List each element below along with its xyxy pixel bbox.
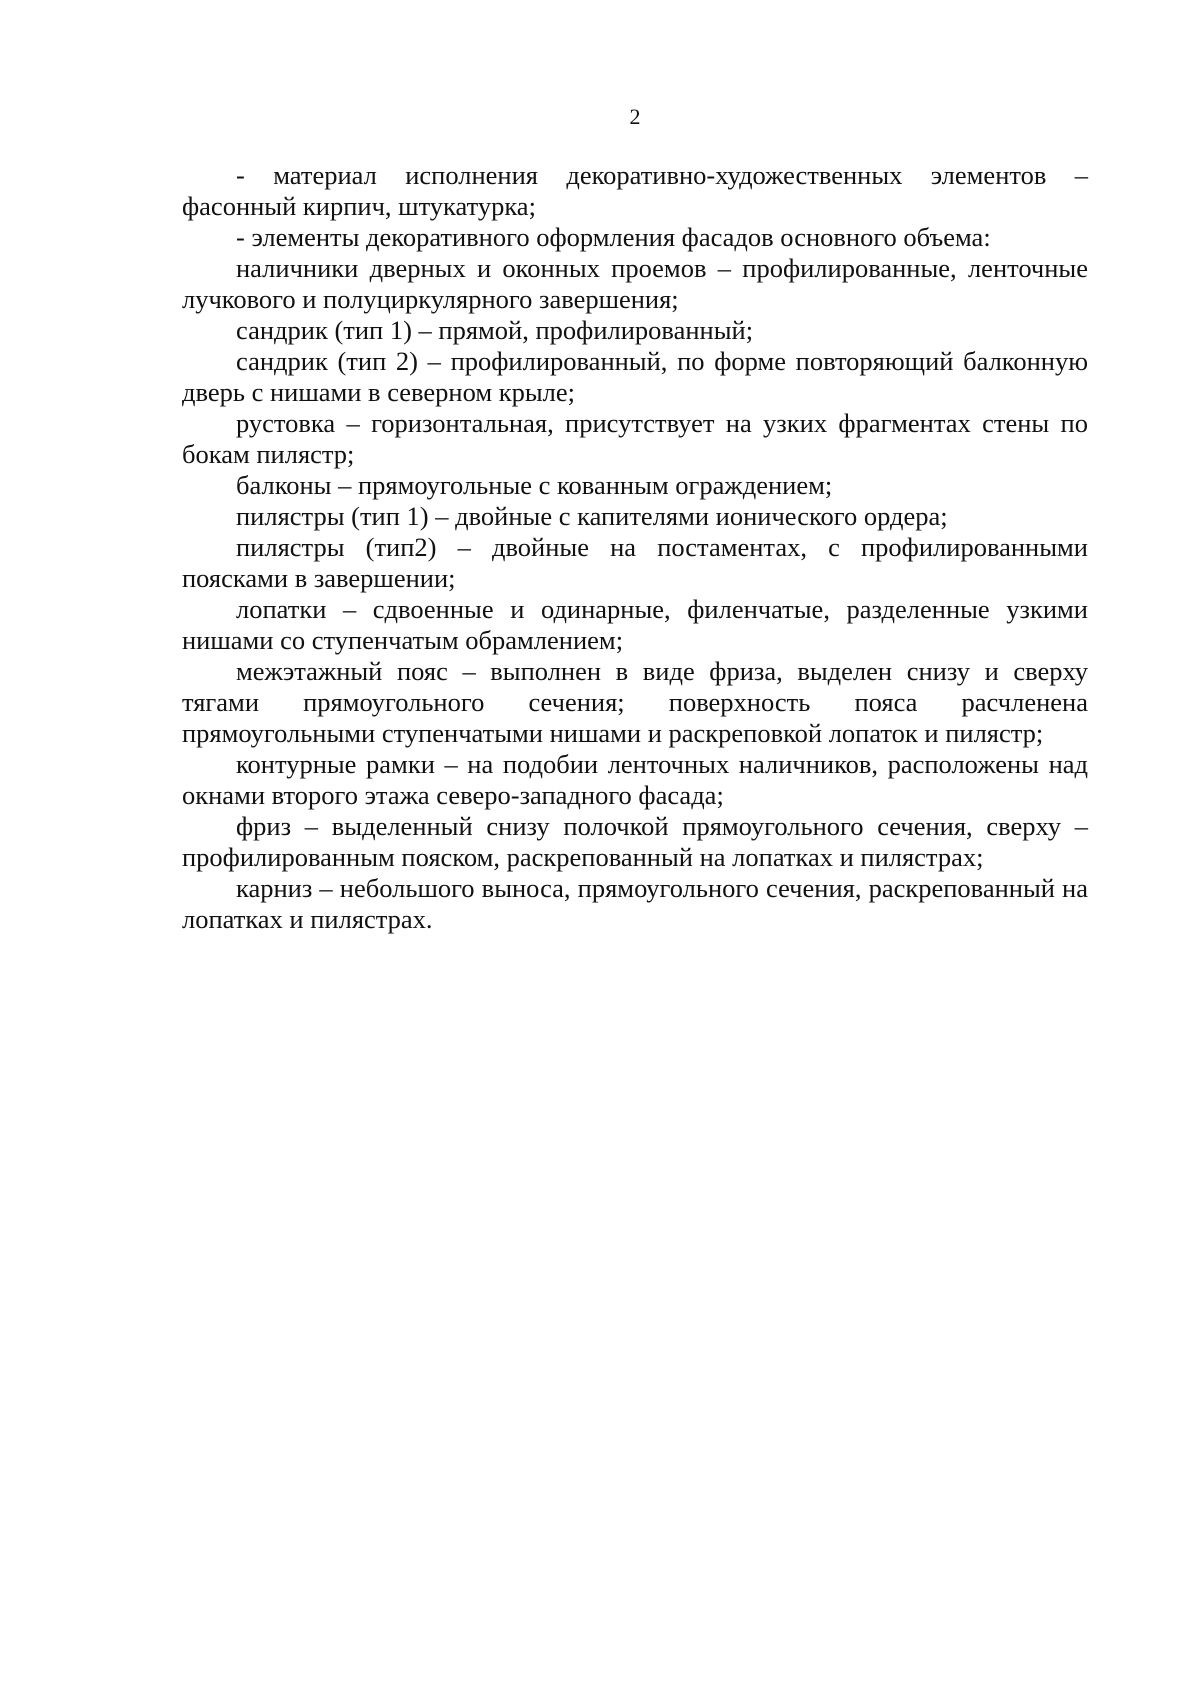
paragraph-friz: фриз – выделенный снизу полочкой прямоугольного сечения, сверху – профилированным пояском, раскрепованный на лопатках и пилястрах; bbox=[182, 811, 1088, 872]
paragraph-sandrik-type2: сандрик (тип 2) – профилированный, по форме повторяющий балконную дверь с нишами в северном крыле; bbox=[182, 346, 1088, 407]
paragraph-balkony: балконы – прямоугольные с кованным ограждением; bbox=[236, 470, 833, 500]
paragraph-pilastry-type2: пилястры (тип2) – двойные на постаментах, с профилированными поясками в завершении; bbox=[182, 532, 1088, 593]
paragraph-lopatki: лопатки – сдвоенные и одинарные, филенчатые, разделенные узкими нишами со ступенчатым обрамлением; bbox=[182, 594, 1088, 655]
paragraph-rustovka: рустовка – горизонтальная, присутствует на узких фрагментах стены по бокам пилястр; bbox=[182, 408, 1088, 469]
paragraph-decor-elements: - элементы декоративного оформления фасадов основного объема: bbox=[236, 222, 991, 252]
document-body bbox=[182, 160, 1088, 935]
paragraph-karniz: карниз – небольшого выноса, прямоугольного сечения, раскрепованный на лопатках и пилястрах. bbox=[182, 873, 1088, 934]
page-number: 2 bbox=[629, 104, 641, 129]
paragraph-nalichniki: наличники дверных и оконных проемов – профилированные, ленточные лучкового и полуциркулярного завершения; bbox=[182, 253, 1088, 314]
paragraph-pilastry-type1: пилястры (тип 1) – двойные с капителями ионического ордера; bbox=[236, 501, 948, 531]
paragraph-konturnye-ramki: контурные рамки – на подобии ленточных наличников, расположены над окнами второго этажа северо-западного фасада; bbox=[182, 749, 1088, 810]
paragraph-mezhetazhny-poyas: межэтажный пояс – выполнен в виде фриза, выделен снизу и сверху тягами прямоугольного сечения; поверхность пояса расчленена прямоугольными ступенчатыми нишами и раскреповкой лопаток и пилястр; bbox=[182, 656, 1088, 748]
paragraph-sandrik-type1: сандрик (тип 1) – прямой, профилированный; bbox=[236, 315, 754, 345]
paragraph-material: - материал исполнения декоративно-художественных элементов – фасонный кирпич, штукатурка; bbox=[182, 160, 1088, 221]
